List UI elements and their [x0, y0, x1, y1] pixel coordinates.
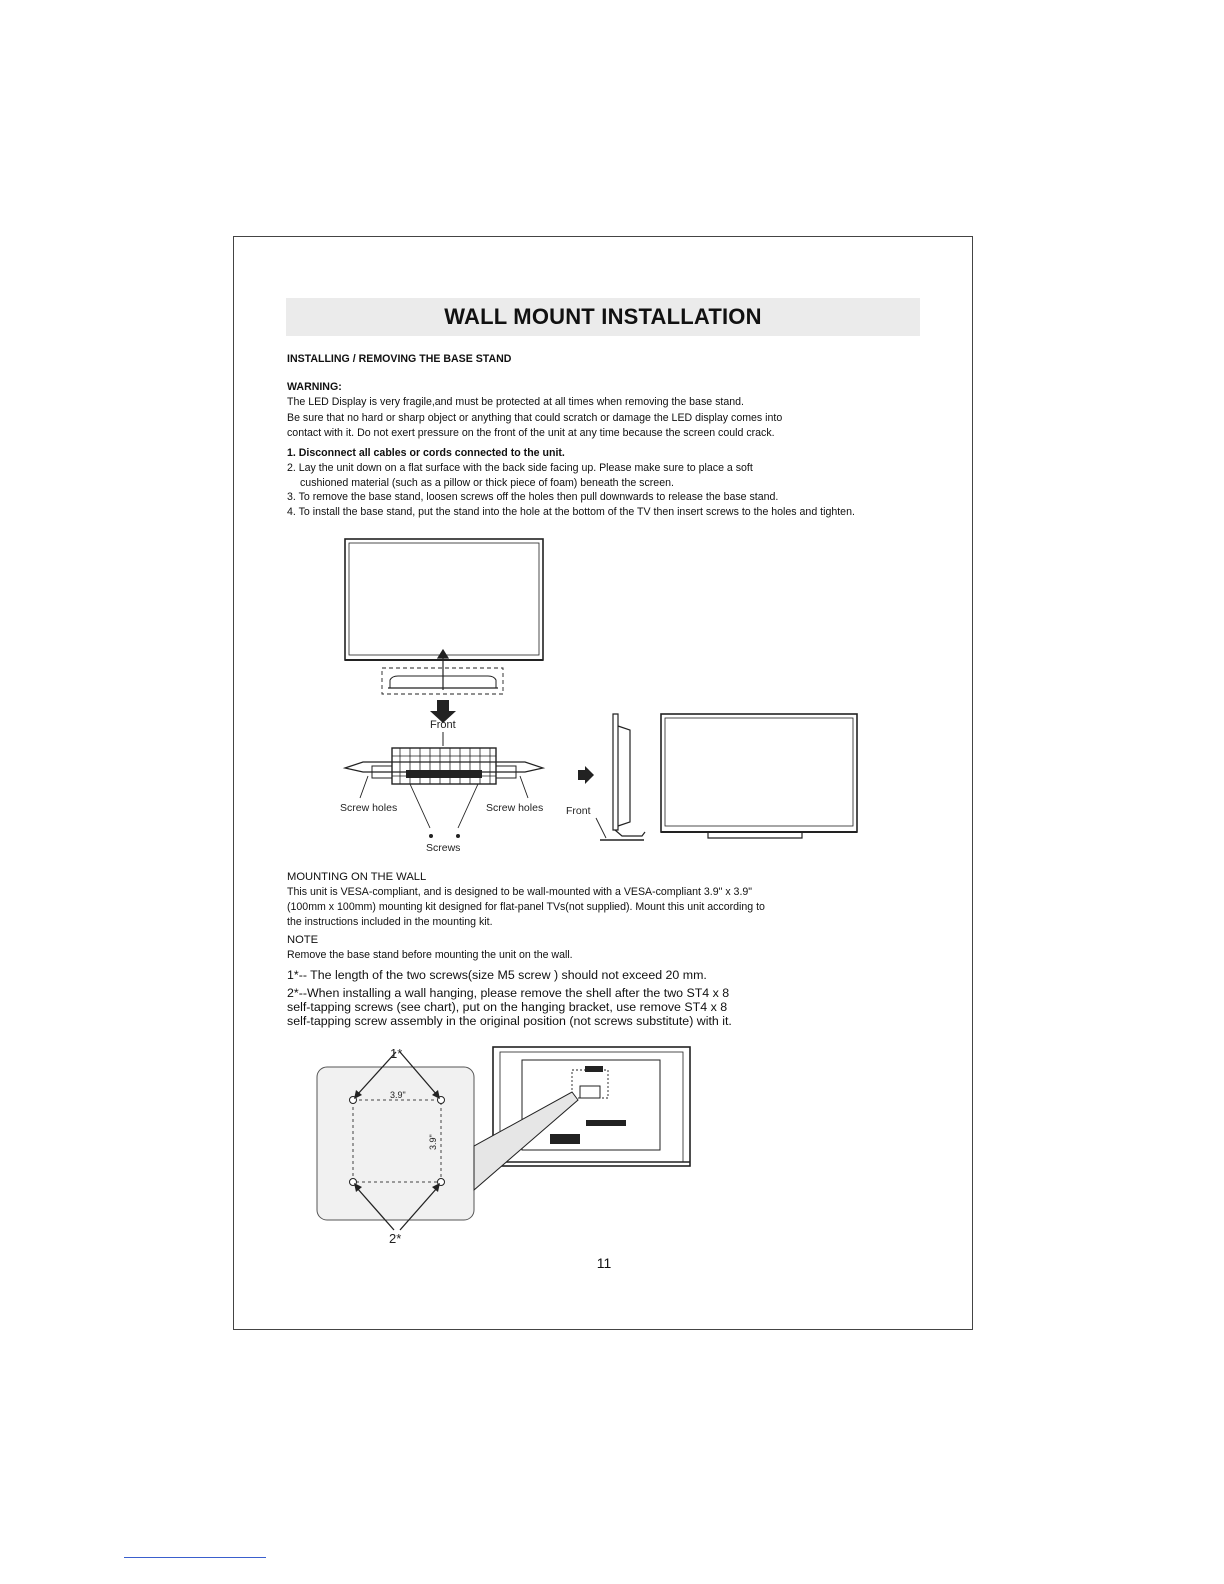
step-2: 2. Lay the unit down on a flat surface with the back side facing up. Please make sure to place a soft [287, 462, 753, 474]
step-2-continued: cushioned material (such as a pillow or thick piece of foam) beneath the screen. [300, 477, 674, 489]
tv-bottom-view-illustration [345, 748, 543, 828]
dimension-vertical: 3.9" [428, 1134, 438, 1150]
vesa-mount-diagram [310, 1040, 700, 1250]
arrow-right-icon [578, 766, 594, 784]
note-line: Remove the base stand before mounting the unit on the wall. [287, 949, 573, 961]
warning-line: contact with it. Do not exert pressure on the front of the unit at any time because the screen could crack. [287, 427, 775, 439]
note-2-line: 2*--When installing a wall hanging, please remove the shell after the two ST4 x 8 [287, 986, 730, 1000]
note-2-line: self-tapping screw assembly in the original position (not screws substitute) with it. [287, 1014, 732, 1028]
warning-heading: WARNING: [287, 381, 342, 393]
screw-holes-label-left: Screw holes [340, 802, 398, 814]
warning-line: The LED Display is very fragile,and must be protected at all times when removing the base stand. [287, 396, 744, 408]
screw-icon [429, 834, 460, 838]
screws-label: Screws [426, 842, 461, 854]
front-label-top: Front [430, 719, 456, 731]
page-title: WALL MOUNT INSTALLATION [444, 304, 762, 329]
warning-line: Be sure that no hard or sharp object or anything that could scratch or damage the LED display comes into [287, 412, 783, 424]
mounting-line: the instructions included in the mounting kit. [287, 916, 493, 928]
callout-label-1: 1* [390, 1046, 403, 1061]
step-3: 3. To remove the base stand, loosen screws off the holes then pull downwards to release the base stand. [287, 491, 779, 503]
bottom-divider-line [124, 1557, 266, 1558]
step-4: 4. To install the base stand, put the stand into the hole at the bottom of the TV then insert screws to the holes and tighten. [287, 506, 855, 518]
step-1: 1. Disconnect all cables or cords connected to the unit. [287, 447, 565, 459]
tv-front-illustration [345, 539, 543, 660]
note-heading: NOTE [287, 934, 319, 946]
tv-front-with-stand-illustration [661, 714, 857, 838]
note-1: 1*-- The length of the two screws(size M5 screw ) should not exceed 20 mm. [287, 968, 707, 982]
mounting-line: (100mm x 100mm) mounting kit designed for flat-panel TVs(not supplied). Mount this unit according to [287, 901, 765, 913]
section-heading-base-stand: INSTALLING / REMOVING THE BASE STAND [287, 353, 512, 365]
page-number: 11 [596, 1255, 612, 1271]
note-2-line: self-tapping screws (see chart), put on the hanging bracket, use remove ST4 x 8 [287, 1000, 728, 1014]
title-banner [286, 298, 920, 336]
front-label-side: Front [566, 805, 591, 817]
base-stand-diagram [330, 530, 870, 860]
screw-holes-label-right: Screw holes [486, 802, 544, 814]
mounting-heading: MOUNTING ON THE WALL [287, 871, 427, 883]
callout-label-2: 2* [389, 1231, 402, 1246]
mounting-line: This unit is VESA-compliant, and is designed to be wall-mounted with a VESA-compliant 3.9" x 3.9" [287, 886, 753, 898]
dimension-horizontal: 3.9" [390, 1090, 406, 1100]
tv-side-view-illustration [596, 714, 645, 840]
